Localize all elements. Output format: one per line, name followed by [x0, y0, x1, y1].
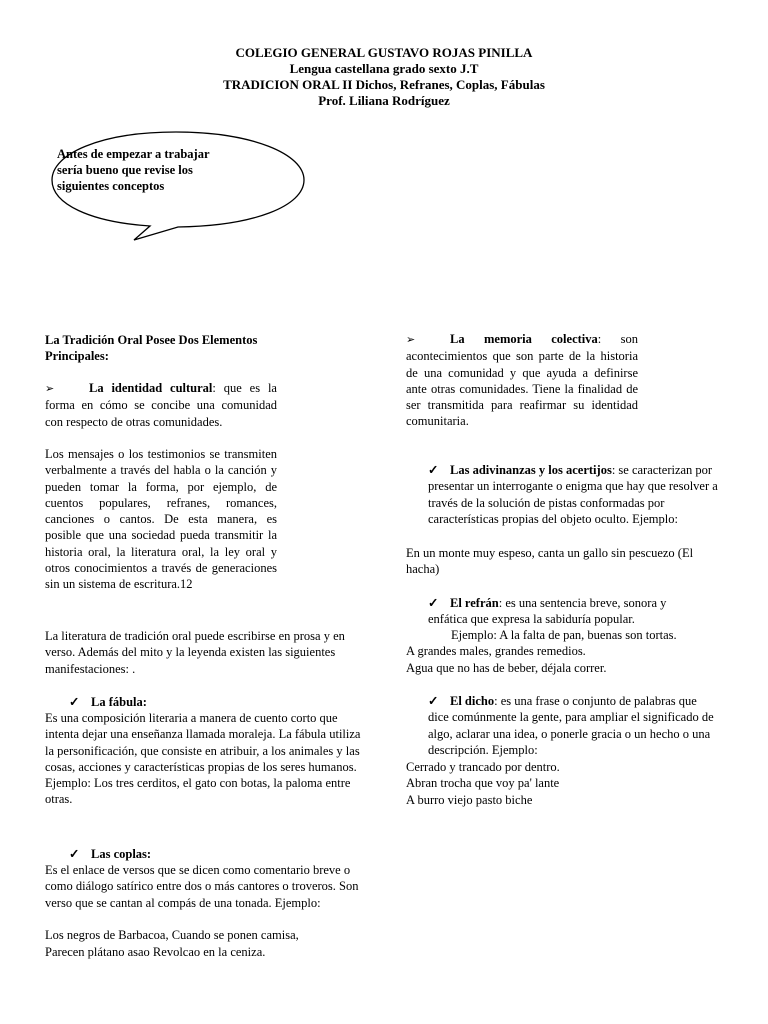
refran-example: Ejemplo: A la falta de pan, buenas son tortas. — [451, 628, 677, 642]
check-icon: ✓ — [428, 596, 439, 610]
topic-line: TRADICION ORAL II Dichos, Refranes, Coplas, Fábulas — [223, 77, 545, 92]
riddles-text: : se caracterizan por presentar un interrogante o enigma que hay que resolver a través de la solución de pistas conformadas por características propias del objeto oculto. Ejemplo: — [428, 463, 718, 526]
check-icon: ✓ — [428, 463, 439, 477]
coplas-term: Las coplas: — [91, 847, 152, 861]
dicho-text: : es una frase o conjunto de palabras que dice comúnmente la gente, para ampliar el significado de algo, aclarar una idea, o ponerle gracia o un hecho o una descripción. Ejemplo: — [428, 694, 714, 757]
left-heading: La Tradición Oral Posee Dos Elementos Principales: — [45, 333, 258, 364]
document-header — [0, 45, 768, 109]
arrow-bullet-icon: ➢ — [406, 334, 416, 346]
teacher-line: Prof. Liliana Rodríguez — [318, 93, 450, 108]
literature-paragraph: La literatura de tradición oral puede escribirse en prosa y en verso. Además del mito y la leyenda existen las siguientes manifestaciones: . — [45, 629, 345, 676]
check-icon: ✓ — [428, 694, 439, 708]
memory-text: : son acontecimientos que son parte de la historia de una comunidad y que ayuda a definirse ante otras comunidades. Tiene la finalidad de ser transmitida para reafirmar su identidad comunitaria. — [406, 332, 638, 429]
riddles-example: En un monte muy espeso, canta un gallo sin pescuezo (El hacha) — [406, 546, 694, 577]
refran-term: El refrán — [450, 596, 499, 610]
identity-text: : que es la forma en cómo se concibe una comunidad con respecto de otras comunidades. — [45, 381, 277, 429]
dicho-section — [428, 693, 714, 758]
school-name: COLEGIO GENERAL GUSTAVO ROJAS PINILLA — [235, 45, 533, 60]
identity-section — [45, 380, 277, 430]
fable-text: Es una composición literaria a manera de cuento corto que intenta dejar una enseñanza llamada moraleja. La fábula utiliza la personificación, que consiste en atribuir, a los animales y las cosas, acciones y características propias de los seres humanos. Ejemplo: Los tres cerditos, el gato con botas, la paloma entre otras. — [45, 711, 361, 807]
identity-term: La identidad cultural — [89, 381, 213, 395]
fable-term: La fábula: — [91, 695, 147, 709]
riddles-section — [428, 462, 720, 527]
dicho-example-2: Abran trocha que voy pa' lante — [406, 776, 560, 790]
coplas-example-1: Los negros de Barbacoa, Cuando se ponen camisa, — [45, 928, 299, 942]
messages-paragraph: Los mensajes o los testimonios se transmiten verbalmente a través del habla o la canción y pueden tomar la forma, por ejemplo, de cuentos populares, refranes, romances, canciones o cantos. De esta manera, es posible que una sociedad pueda transmitir la historia oral, la literatura oral, la ley oral y otros conocimientos a través de generaciones sin un sistema de escritura.12 — [45, 447, 277, 592]
course-line: Lengua castellana grado sexto J.T — [289, 61, 479, 76]
dicho-term: El dicho — [450, 694, 495, 708]
coplas-heading — [45, 846, 363, 862]
bubble-text: Antes de empezar a trabajar sería bueno que revise los siguientes conceptos — [57, 147, 210, 193]
check-icon: ✓ — [69, 847, 80, 861]
fable-heading — [45, 694, 363, 710]
memory-section — [406, 331, 638, 430]
refran-section — [428, 595, 704, 628]
refran-text: : es una sentencia breve, sonora y enfática que expresa la sabiduría popular. — [428, 596, 667, 627]
check-icon: ✓ — [69, 695, 80, 709]
coplas-text: Es el enlace de versos que se dicen como comentario breve o como diálogo satírico entre dos o más cantores o troveros. Son verso que se cantan al compás de una tonada. Ejemplo: — [45, 863, 359, 910]
dicho-example-3: A burro viejo pasto biche — [406, 793, 533, 807]
riddles-term: Las adivinanzas y los acertijos — [450, 463, 612, 477]
memory-term: La memoria colectiva — [450, 332, 598, 346]
coplas-example-2: Parecen plátano asao Revolcao en la ceniza. — [45, 945, 266, 959]
refran-example-2: A grandes males, grandes remedios. — [406, 644, 586, 658]
arrow-bullet-icon: ➢ — [45, 383, 55, 395]
dicho-example-1: Cerrado y trancado por dentro. — [406, 760, 560, 774]
refran-example-3: Agua que no has de beber, déjala correr. — [406, 661, 607, 675]
